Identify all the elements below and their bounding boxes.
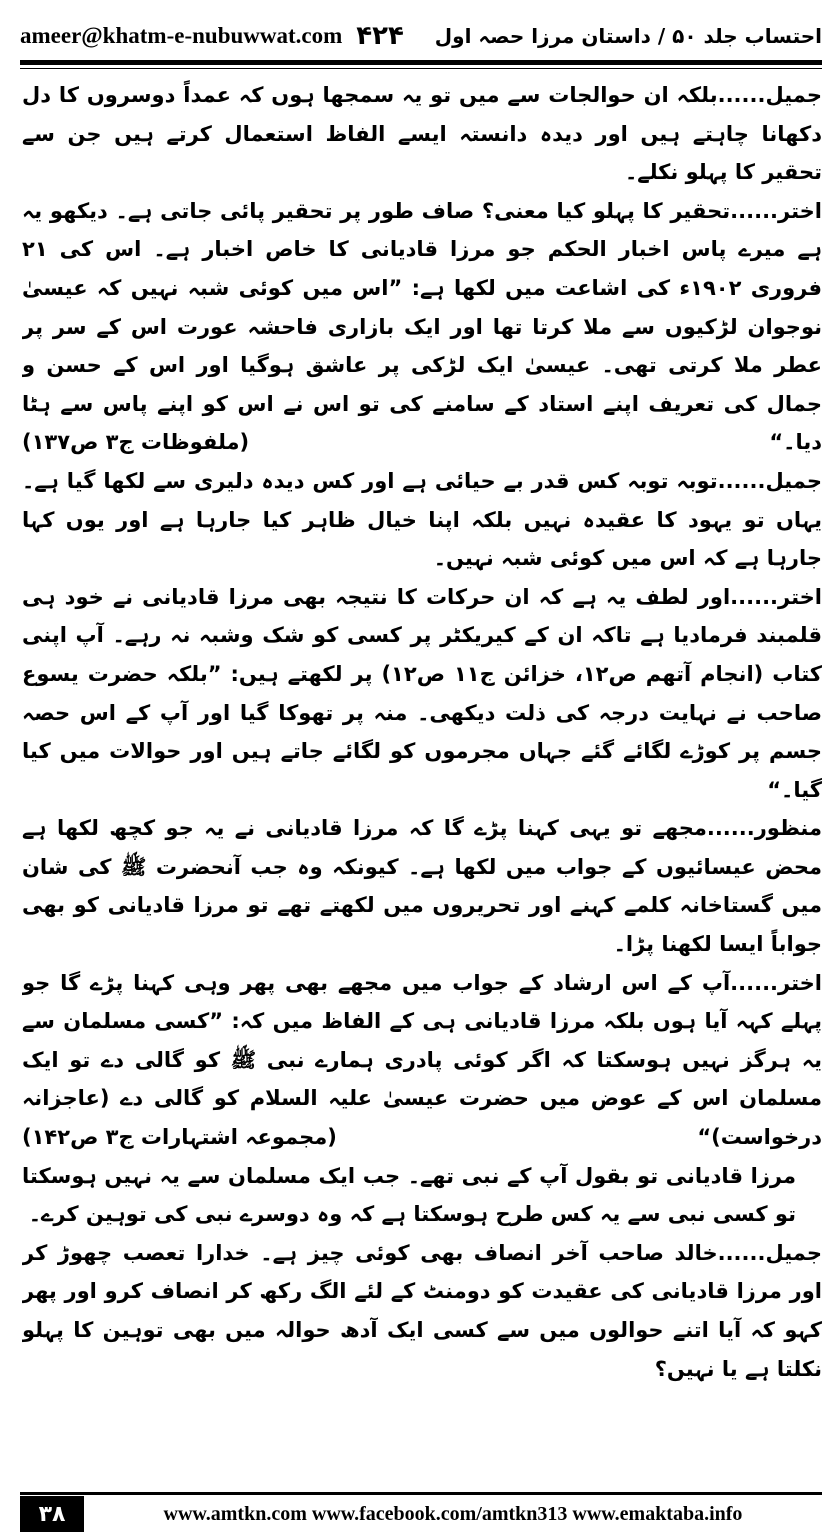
speaker-label: اختر...... xyxy=(730,584,822,609)
running-title: احتساب جلد ۵۰ / داستان مرزا حصہ اول xyxy=(434,24,822,48)
speaker-label: جمیل...... xyxy=(717,1240,822,1265)
paragraph-text: مرزا قادیانی تو بقول آپ کے نبی تھے۔ جب ایک مسلمان سے یہ نہیں ہوسکتا تو کسی نبی سے یہ کس طرح ہوسکتا ہے کہ وہ دوسرے نبی کی توہین کرے۔ xyxy=(22,1163,796,1227)
speaker-label: جمیل...... xyxy=(717,468,822,493)
header-rule-thin xyxy=(20,68,822,69)
paragraph-4 xyxy=(22,578,822,810)
paragraph-5 xyxy=(22,809,822,963)
header-email: ameer@khatm-e-nubuwwat.com xyxy=(20,23,343,48)
paragraph-text: تحقیر کا پہلو کیا معنی؟ صاف طور پر تحقیر پائی جاتی ہے۔ دیکھو یہ ہے میرے پاس اخبار الحکم جو مرزا قادیانی کا خاص اخبار ہے۔ اس کی ۲۱ فروری ۱۹۰۲ء کی اشاعت میں لکھا ہے: ”اس میں کوئی شبہ نہیں کہ عیسیٰ نوجوان لڑکیوں سے ملا کرتا تھا اور ایک بازاری فاحشہ عورت اس کے سر پر عطر ملا کرتی تھی۔ عیسیٰ ایک لڑکی پر عاشق ہوگیا اور اس کے حسن و جمال کی تعریف اپنے استاد کے سامنے کی تو اس نے اس کو اپنے پاس سے ہٹا دیا۔“ xyxy=(22,198,822,455)
speaker-label: اختر...... xyxy=(730,970,822,995)
paragraph-2 xyxy=(22,192,822,462)
paragraph-text: بلکہ ان حوالجات سے میں تو یہ سمجھا ہوں کہ عمداً دوسروں کا دل دکھانا چاہتے ہیں اور دیدہ دانستہ ایسے الفاظ استعمال کرتے ہیں جن سے تحقیر کا پہلو نکلے۔ xyxy=(22,83,822,185)
paragraph-7 xyxy=(22,1157,822,1234)
footer-page-number: ۳۸ xyxy=(20,1496,84,1532)
paragraph-6 xyxy=(22,964,822,1157)
header-left xyxy=(20,21,404,51)
paragraph-3 xyxy=(22,462,822,578)
page-footer xyxy=(20,1492,822,1533)
header-page-number: ۴۲۴ xyxy=(356,21,404,51)
paragraph-text: اور لطف یہ ہے کہ ان حرکات کا نتیجہ بھی مرزا قادیانی نے خود ہی قلمبند فرمادیا ہے تاکہ ان کے کیریکٹر پر کسی کو شک وشبہ نہ رہے۔ آپ اپنی کتاب (انجام آتھم ص۱۲، خزائن ج۱۱ ص۱۲) پر لکھتے ہیں: ”بلکہ حضرت یسوع صاحب نے نہایت درجہ کی ذلت دیکھی۔ منہ پر تھوکا گیا اور آپ کے اس حصہ جسم پر کوڑے لگائے گئے جہاں مجرموں کو لگائے جاتے ہیں اور حوالات میں کیا گیا۔“ xyxy=(22,584,822,802)
paragraph-8 xyxy=(22,1234,822,1388)
speaker-label: منظور...... xyxy=(706,816,822,841)
page-header xyxy=(20,14,822,58)
body-text xyxy=(22,76,822,1469)
footer-links: www.amtkn.com www.facebook.com/amtkn313 www.emaktaba.info xyxy=(163,1502,743,1525)
paragraph-text: توبہ توبہ کس قدر بے حیائی ہے اور کس دیدہ دلیری سے لکھا گیا ہے۔ یہاں تو یہود کا عقیدہ نہیں بلکہ اپنا خیال ظاہر کیا جارہا ہے اور یوں کہا جارہا ہے کہ اس میں کوئی شبہ نہیں۔ xyxy=(22,468,822,571)
paragraph-1 xyxy=(22,76,822,192)
paragraph-text: مجھے تو یہی کہنا پڑے گا کہ مرزا قادیانی نے یہ جو کچھ لکھا ہے محض عیسائیوں کے جواب میں لکھا ہے۔ کیونکہ وہ جب آنحضرت ﷺ کی شان میں گستاخانہ کلمے کہنے اور تحریروں میں لکھتے تھے تو مرزا قادیانی کو بھی جواباً ایسا لکھنا پڑا۔ xyxy=(22,816,822,957)
speaker-label: جمیل...... xyxy=(717,83,822,107)
header-rule-thick xyxy=(20,60,822,65)
speaker-label: اختر...... xyxy=(730,198,822,223)
citation: (ملفوظات ج۳ ص۱۳۷) xyxy=(22,430,250,455)
paragraph-text: آپ کے اس ارشاد کے جواب میں مجھے بھی پھر وہی کہنا پڑے گا جو پہلے کہہ آیا ہوں بلکہ مرزا قادیانی ہی کے الفاظ میں کہ: ”کسی مسلمان سے یہ ہرگز نہیں ہوسکتا کہ اگر کوئی پادری ہمارے نبی ﷺ کو گالی دے تو ایک مسلمان اس کے عوض میں حضرت عیسیٰ علیہ السلام کو گالی دے (عاجزانہ درخواست)“ xyxy=(22,970,822,1150)
citation: (مجموعہ اشتہارات ج۳ ص۱۴۲) xyxy=(22,1125,337,1150)
paragraph-text: خالد صاحب آخر انصاف بھی کوئی چیز ہے۔ خدارا تعصب چھوڑ کر اور مرزا قادیانی کی عقیدت کو دومنٹ کے لئے الگ رکھ کر انصاف کرو اور پھر کہو کہ آیا اتنے حوالوں میں سے کسی ایک آدھ حوالہ میں بھی توہین کا پہلو نکلتا ہے یا نہیں؟ xyxy=(22,1240,822,1381)
